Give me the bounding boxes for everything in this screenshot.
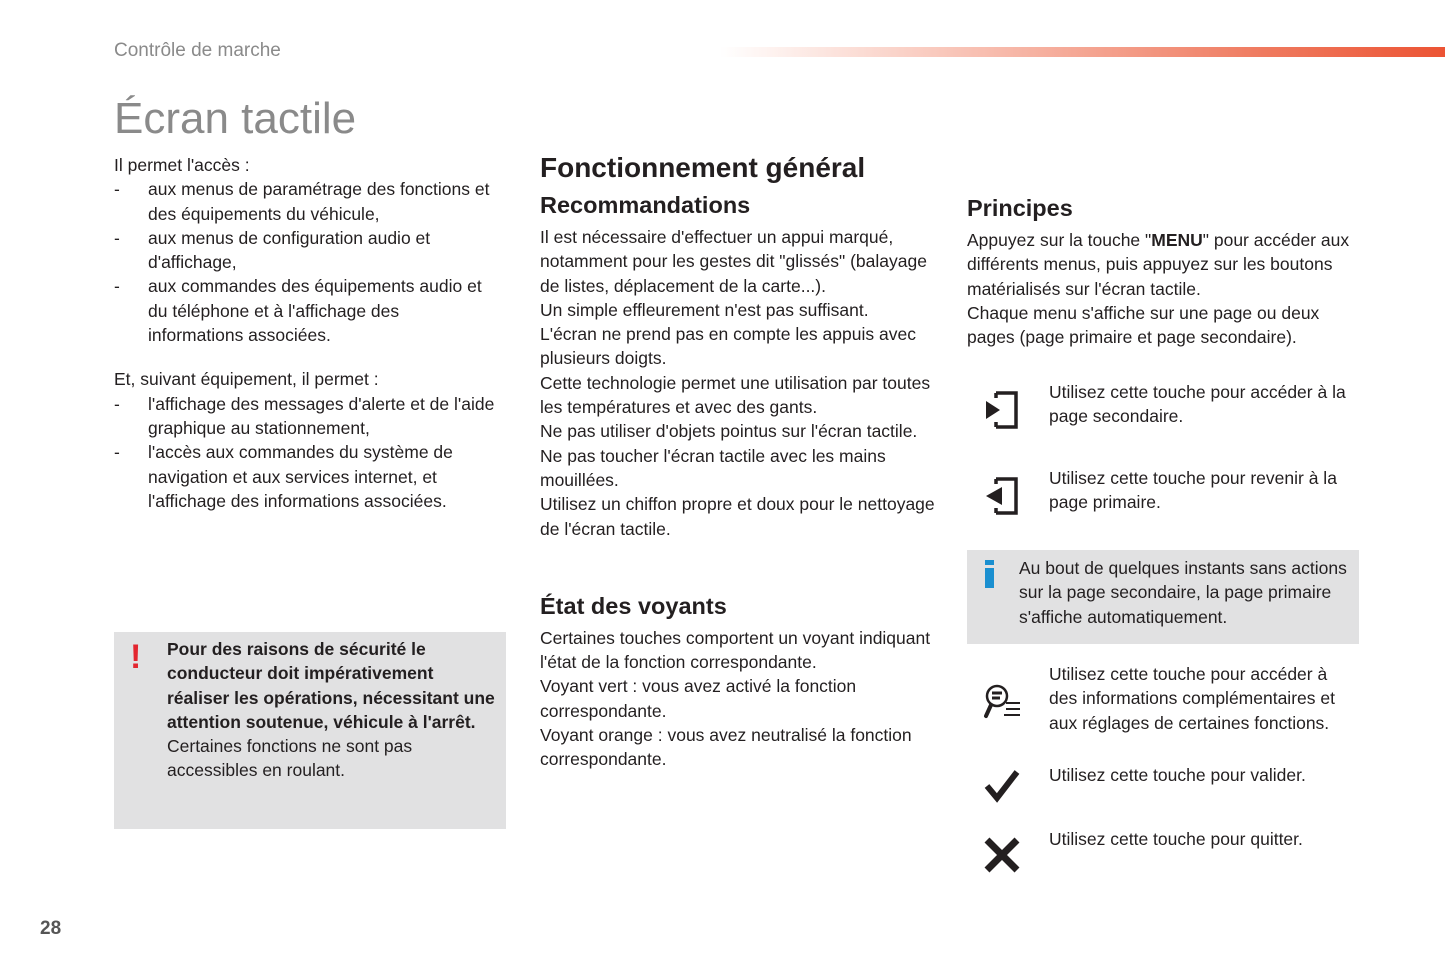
key-description: Utilisez cette touche pour valider. bbox=[1049, 765, 1306, 785]
paragraph: Voyant orange : vous avez neutralisé la fonction correspondante. bbox=[540, 725, 912, 770]
key-description: Utilisez cette touche pour accéder à la page secondaire. bbox=[1049, 382, 1346, 427]
section-header: Contrôle de marche bbox=[114, 40, 281, 61]
warning-text: Certaines fonctions ne sont pas accessibles en roulant. bbox=[167, 736, 413, 781]
search-list-icon bbox=[982, 683, 1022, 723]
header-accent-bar bbox=[720, 47, 1445, 57]
intro-text: Il permet l'accès : bbox=[114, 155, 250, 175]
paragraph: Utilisez un chiffon propre et doux pour le nettoyage de l'écran tactile. bbox=[540, 494, 935, 539]
left-column bbox=[114, 153, 499, 513]
list-item: - aux menus de configuration audio et d'affichage, bbox=[114, 226, 499, 275]
list-item: - l'accès aux commandes du système de navigation et aux services internet, et l'affichage des informations associées. bbox=[114, 440, 499, 513]
paragraph: Chaque menu s'affiche sur une page ou deux pages (page primaire et page secondaire). bbox=[967, 302, 1320, 348]
list-item: - aux menus de paramétrage des fonctions et des équipements du véhicule, bbox=[114, 177, 499, 226]
page-number: 28 bbox=[40, 918, 62, 939]
intro-text-2: Et, suivant équipement, il permet : bbox=[114, 369, 379, 390]
paragraph: L'écran ne prend pas en compte les appuis avec plusieurs doigts. bbox=[540, 324, 916, 369]
paragraph: Ne pas utiliser d'objets pointus sur l'écran tactile. bbox=[540, 421, 918, 442]
page-back-icon bbox=[982, 476, 1022, 516]
info-icon bbox=[985, 560, 995, 588]
page-forward-icon bbox=[982, 390, 1022, 430]
paragraph: Appuyez sur la touche "MENU" pour accéder aux différents menus, puis appuyez sur les boutons matérialisés sur l'écran tactile. bbox=[967, 230, 1350, 299]
warning-bold-text: Pour des raisons de sécurité le conducteur doit impérativement réaliser les opérations, nécessitant une attention soutenue, véhicule à l'arrêt. bbox=[167, 639, 495, 732]
right-column bbox=[967, 195, 1352, 349]
key-description: Utilisez cette touche pour quitter. bbox=[1049, 829, 1303, 849]
list-item: - l'affichage des messages d'alerte et de l'aide graphique au stationnement, bbox=[114, 392, 499, 441]
subheading-recommandations: Recommandations bbox=[540, 192, 751, 218]
list-item: - aux commandes des équipements audio et du téléphone et à l'affichage des informations associées. bbox=[114, 274, 499, 347]
paragraph: Cette technologie permet une utilisation par toutes les températures et avec des gants. bbox=[540, 372, 931, 418]
subheading-voyants: État des voyants bbox=[540, 592, 727, 619]
page-title: Écran tactile bbox=[114, 94, 357, 143]
warning-box bbox=[114, 632, 506, 829]
warning-icon: ! bbox=[130, 638, 142, 676]
check-icon bbox=[982, 766, 1022, 806]
middle-column bbox=[540, 152, 940, 772]
paragraph: Un simple effleurement n'est pas suffisant. bbox=[540, 299, 869, 320]
paragraph: Il est nécessaire d'effectuer un appui marqué, notamment pour les gestes dit "glissés" (balayage de listes, déplacement de la carte...). bbox=[540, 227, 927, 296]
key-description: Utilisez cette touche pour accéder à des informations complémentaires et aux réglages de certaines fonctions. bbox=[1049, 664, 1335, 733]
key-description: Utilisez cette touche pour revenir à la page primaire. bbox=[1049, 468, 1337, 513]
paragraph: Ne pas toucher l'écran tactile avec les mains mouillées. bbox=[540, 445, 886, 490]
info-box bbox=[967, 550, 1359, 644]
section-heading: Fonctionnement général bbox=[540, 152, 866, 183]
info-text: Au bout de quelques instants sans actions sur la page secondaire, la page primaire s'affiche automatiquement. bbox=[1019, 558, 1347, 627]
paragraph: Voyant vert : vous avez activé la fonction correspondante. bbox=[540, 676, 857, 721]
subheading-principes: Principes bbox=[967, 195, 1073, 221]
close-icon bbox=[982, 835, 1022, 875]
paragraph: Certaines touches comportent un voyant indiquant l'état de la fonction correspondante. bbox=[540, 627, 931, 673]
